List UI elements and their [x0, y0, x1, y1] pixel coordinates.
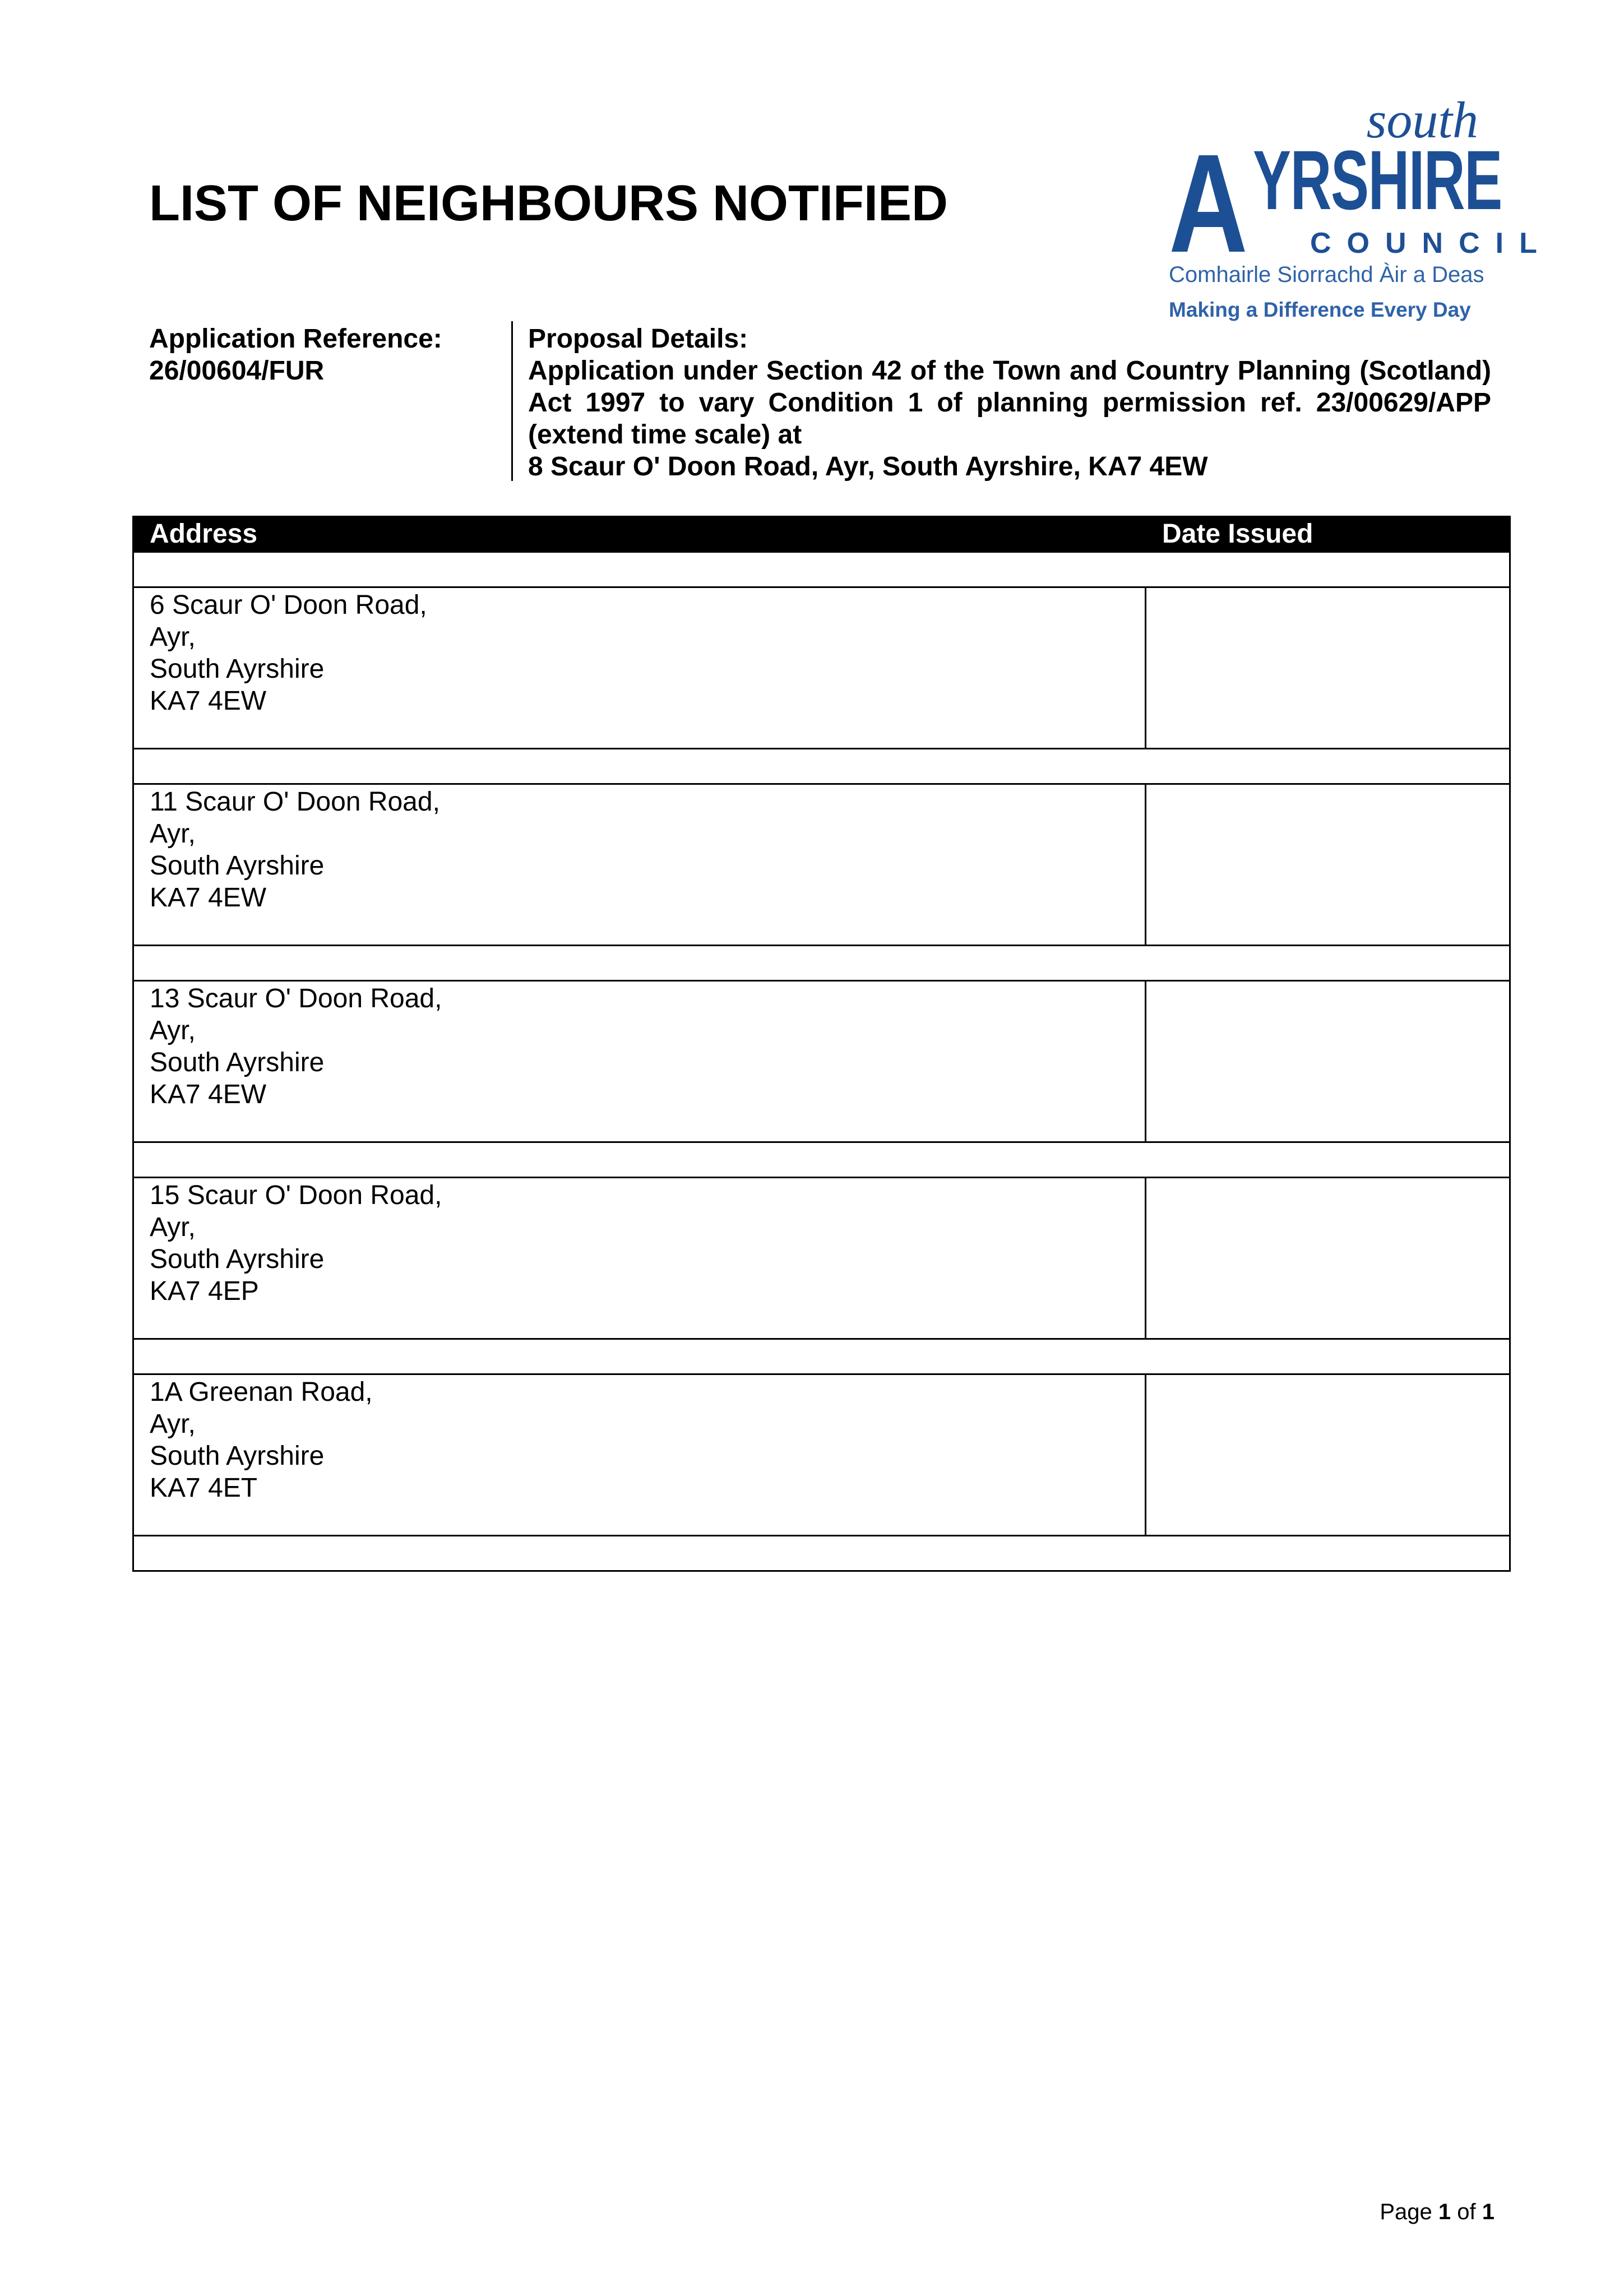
table-row — [133, 587, 1510, 749]
address-line: 13 Scaur O' Doon Road, — [150, 984, 442, 1013]
address-line: South Ayrshire — [150, 851, 325, 881]
page-title: LIST OF NEIGHBOURS NOTIFIED — [149, 175, 949, 232]
table-spacer-row — [133, 749, 1510, 784]
address-line: Ayr, — [150, 1409, 196, 1439]
address-line: KA7 4EW — [150, 1080, 267, 1109]
page-total: 1 — [1482, 2200, 1495, 2224]
logo-tagline: Making a Difference Every Day — [1169, 298, 1471, 321]
date-issued-column-header: Date Issued — [1146, 517, 1510, 552]
address-cell — [133, 1374, 1146, 1536]
address-line: KA7 4EW — [150, 883, 267, 913]
date-issued-cell — [1146, 981, 1510, 1142]
logo-gaelic-text: Comhairle Siorrachd Àir a Deas — [1169, 262, 1484, 287]
spacer-cell — [133, 749, 1510, 784]
logo-a-letter: A — [1169, 125, 1248, 281]
reference-value: 26/00604/FUR — [149, 356, 325, 386]
address-line: 6 Scaur O' Doon Road, — [150, 590, 427, 620]
address-line: Ayr, — [150, 819, 196, 849]
council-logo — [1169, 91, 1553, 324]
reference-label: Application Reference: — [149, 324, 442, 354]
address-line: South Ayrshire — [150, 1244, 325, 1274]
header-divider — [511, 321, 513, 481]
spacer-cell — [133, 1142, 1510, 1178]
proposal-address: 8 Scaur O' Doon Road, Ayr, South Ayrshire, KA7 4EW — [528, 452, 1208, 482]
address-cell — [133, 1178, 1146, 1339]
proposal-text: Application under Section 42 of the Town and Country Planning (Scotland) Act 1997 to vary Condition 1 of planning permission ref. 23/00629/APP (extend time scale) at — [528, 356, 1491, 450]
table-row — [133, 1178, 1510, 1339]
table-spacer-row — [133, 946, 1510, 981]
spacer-cell — [133, 1339, 1510, 1374]
table-body — [133, 552, 1510, 1571]
address-line: KA7 4EW — [150, 686, 267, 716]
address-cell — [133, 587, 1146, 749]
table-spacer-row — [133, 1142, 1510, 1178]
spacer-cell — [133, 1536, 1510, 1571]
address-cell — [133, 784, 1146, 946]
address-cell — [133, 981, 1146, 1142]
table-row — [133, 784, 1510, 946]
date-issued-cell — [1146, 1178, 1510, 1339]
address-line: South Ayrshire — [150, 654, 325, 684]
logo-council-text: COUNCIL — [1310, 227, 1553, 260]
address-line: South Ayrshire — [150, 1048, 325, 1077]
address-line: Ayr, — [150, 1016, 196, 1045]
date-issued-cell — [1146, 1374, 1510, 1536]
logo-ayrshire-text: YRSHIRE — [1253, 133, 1502, 227]
address-line: KA7 4EP — [150, 1276, 259, 1306]
address-line: 15 Scaur O' Doon Road, — [150, 1181, 442, 1210]
proposal-details — [528, 323, 1491, 483]
page-number — [1380, 2200, 1495, 2225]
logo-south-text: south — [1366, 91, 1478, 149]
spacer-cell — [133, 552, 1510, 587]
address-line: KA7 4ET — [150, 1473, 258, 1503]
page-label: Page — [1380, 2200, 1432, 2224]
address-line: Ayr, — [150, 1212, 196, 1242]
address-line: 1A Greenan Road, — [150, 1377, 373, 1407]
table-spacer-row — [133, 1536, 1510, 1571]
table-row — [133, 1374, 1510, 1536]
table-row — [133, 981, 1510, 1142]
proposal-label: Proposal Details: — [528, 324, 748, 354]
address-column-header: Address — [133, 517, 1146, 552]
neighbours-table — [132, 516, 1511, 1572]
address-line: South Ayrshire — [150, 1441, 325, 1471]
spacer-cell — [133, 946, 1510, 981]
date-issued-cell — [1146, 784, 1510, 946]
page-current: 1 — [1438, 2200, 1451, 2224]
application-reference — [149, 323, 485, 387]
of-label: of — [1457, 2200, 1476, 2224]
table-spacer-row — [133, 1339, 1510, 1374]
address-line: 11 Scaur O' Doon Road, — [150, 787, 440, 817]
date-issued-cell — [1146, 587, 1510, 749]
table-spacer-row — [133, 552, 1510, 587]
table-header-row — [133, 517, 1510, 552]
address-line: Ayr, — [150, 622, 196, 652]
